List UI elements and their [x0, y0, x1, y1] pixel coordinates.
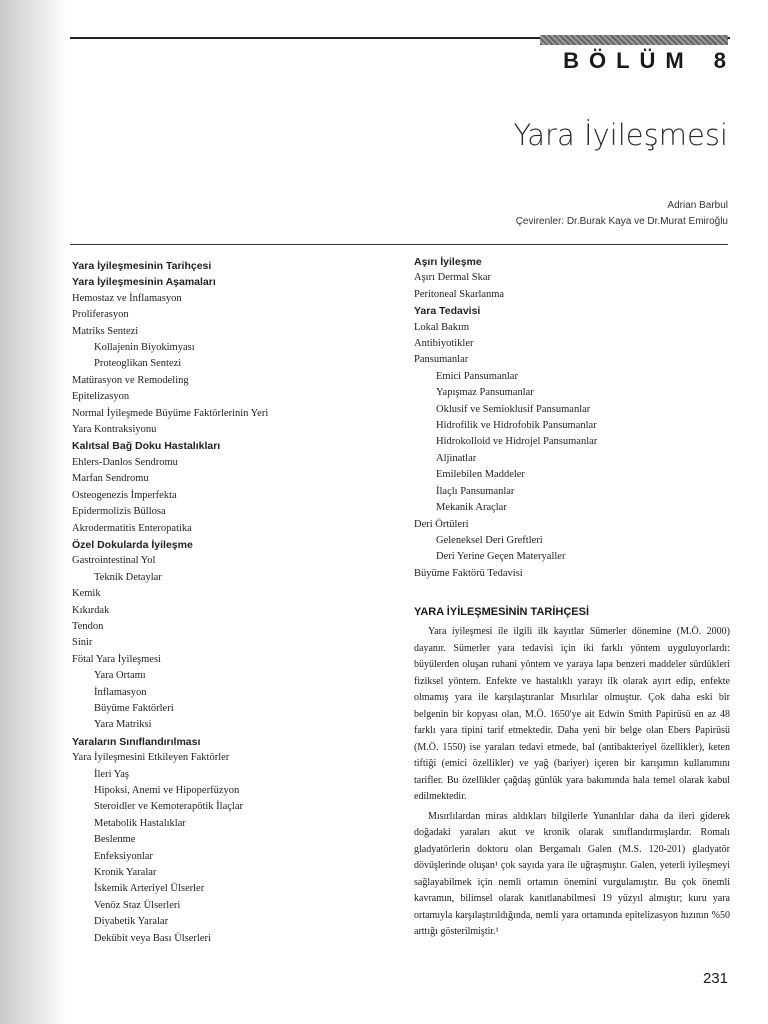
toc-item: Büyüme Faktörü Tedavisi	[414, 567, 523, 579]
toc-item: Büyüme Faktörleri	[94, 702, 174, 714]
toc-item: Geleneksel Deri Greftleri	[436, 534, 543, 546]
toc-item: Yara Matriksi	[94, 719, 152, 731]
toc-item: Hidrofilik ve Hidrofobik Pansumanlar	[436, 420, 597, 432]
toc-heading: Aşırı İyileşme	[414, 256, 482, 268]
toc-item: Yara Ortamı	[94, 670, 146, 682]
contents-rule	[70, 244, 728, 245]
toc-item: Lokal Bakım	[414, 321, 470, 333]
toc-item: Metabolik Hastalıklar	[94, 817, 186, 829]
toc-item: Normal İyileşmede Büyüme Faktörlerinin Yeri	[72, 407, 269, 419]
toc-item: Tendon	[72, 620, 104, 632]
toc-item: Akrodermatitis Enteropatika	[72, 522, 192, 534]
toc-left-column	[72, 258, 392, 947]
chapter-label: BÖLÜM	[563, 48, 694, 73]
toc-item: Dekübit veya Bası Ülserleri	[94, 932, 211, 944]
toc-item: Steroidler ve Kemoterapötik İlaçlar	[94, 801, 243, 813]
toc-item: Pansumanlar	[414, 354, 469, 366]
toc-item: Teknik Detaylar	[94, 571, 162, 583]
toc-item: Matürasyon ve Remodeling	[72, 374, 189, 386]
toc-heading: Yara İyileşmesinin Tarihçesi	[72, 260, 212, 272]
toc-item: Osteogenezis İmperfekta	[72, 489, 177, 501]
toc-item: Hipoksi, Anemi ve Hipoperfüzyon	[94, 785, 240, 796]
toc-item: Aljinatlar	[436, 452, 477, 464]
toc-item: Hemostaz ve İnflamasyon	[72, 292, 182, 304]
toc-item: Gastrointestinal Yol	[72, 555, 156, 567]
page-spine-shadow	[0, 0, 68, 1024]
chapter-band	[540, 35, 728, 45]
toc-item: Peritoneal Skarlanma	[414, 288, 505, 300]
toc-item: Antibiyotikler	[414, 338, 474, 350]
toc-item: Sinir	[72, 637, 93, 649]
toc-item: Mekanik Araçlar	[436, 502, 507, 514]
author-name: Adrian Barbul	[667, 200, 728, 211]
translators: Çevirenler: Dr.Burak Kaya ve Dr.Murat Emiroğlu	[515, 216, 728, 227]
page-title: Yara İyileşmesi	[513, 118, 728, 152]
toc-item: Deri Örtüleri	[414, 518, 469, 530]
toc-item: Epitelizasyon	[72, 391, 130, 403]
chapter-heading	[563, 48, 726, 74]
section-heading: YARA İYİLEŞMESİNİN TARİHÇESİ	[414, 606, 590, 618]
toc-heading: Yaraların Sınıflandırılması	[72, 735, 201, 748]
toc-item: Deri Yerine Geçen Materyaller	[436, 551, 566, 563]
toc-heading: Yara Tedavisi	[414, 305, 481, 318]
toc-item: Epidermolizis Büllosa	[72, 506, 166, 518]
toc-item: Venöz Staz Ülserleri	[94, 899, 181, 911]
toc-heading: Kalıtsal Bağ Doku Hastalıkları	[72, 440, 221, 453]
toc-heading: Özel Dokularda İyileşme	[72, 538, 193, 551]
toc-item: Proteoglikan Sentezi	[94, 358, 182, 370]
toc-item: Enfeksiyonlar	[94, 850, 153, 862]
toc-item: İlaçlı Pansumanlar	[436, 485, 515, 497]
author-block	[516, 198, 728, 230]
toc-item: Yara İyileşmesini Etkileyen Faktörler	[72, 752, 230, 764]
toc-item: Kollajenin Biyokimyası	[94, 342, 195, 354]
toc-right-column	[414, 254, 734, 582]
toc-item: Aşırı Dermal Skar	[414, 272, 491, 284]
toc-item: Diyabetik Yaralar	[94, 916, 169, 928]
section-paragraph: Yara iyileşmesi ile ilgili ilk kayıtlar Sümerler dönemine (M.Ö. 2000) dayanır. Sümerler yara tedavisi için iki farklı yöntem uyguluyorlardı: büyülerden oluşan ruhani yöntem ve yaraya lapa benzeri maddeler sürdükleri fiziksel yöntem. Enfekte ve hastalıklı yarayı ilk olarak ayırt edip, enfekte olmamış yara ile karşılaştıranlar Mısırlılar olmuştur. Çok daha eski bir belgenin bir kopyası olan, M.Ö. 1650'ye ait Edwin Smith Papirüsü en az 48 farklı yara tipini tarif etmektedir. Daha yeni bir belge olan Ebers Papirüsü (M.Ö. 1550) ise yaraları tedavi etmede, bal (antibakteriyel özellikler), keten tiftiği (emici özellikler) ve yağ (bariyer) içeren bir karışımın kullanımını tarifler. Bu özellikler çağdaş günlük yara bakımında hala temel olarak kabul edilmektedir.	[414, 626, 730, 802]
toc-item: Fötal Yara İyileşmesi	[72, 653, 161, 665]
page-number: 231	[702, 970, 728, 987]
toc-item: Oklusif ve Semioklusif Pansumanlar	[436, 403, 591, 415]
toc-item: Kronik Yaralar	[94, 867, 157, 879]
toc-item: Emici Pansumanlar	[436, 370, 518, 382]
toc-item: Ehlers-Danlos Sendromu	[72, 456, 178, 468]
toc-item: Emilebilen Maddeler	[436, 469, 525, 481]
toc-item: İnflamasyon	[94, 686, 147, 698]
chapter-number: 8	[713, 48, 726, 73]
toc-item: İskemik Arteriyel Ülserler	[94, 883, 205, 895]
toc-heading: Yara İyileşmesinin Aşamaları	[72, 276, 216, 289]
toc-item: Yara Kontraksiyonu	[72, 424, 157, 436]
toc-item: Kemik	[72, 588, 101, 600]
section-paragraph: Mısırlılardan miras aldıkları bilgilerle Yunanlılar daha da ileri giderek doğadaki yaraları akut ve kronik olarak sınıflandırmışlardır. Romalı gladyatörlerin doktoru olan Bergamalı Galen (M.S. 120-201) gladyatör dövüşlerinde oluşan¹ çok sayıda yara ile uğraşmıştır. Galen, yeterli iyileşmeyi sağlayabilmek için nemli ortamın önemini vurgulamıştır. Bu çok önemli kavramın, bilimsel olarak kanıtlanabilmesi 19 yüzyıl almıştır; kuru yara ortamıyla karşılaştırıldığında, nemli yara ortamında epitelizasyon hızının %50 arttığı gösterilmiştir.¹	[414, 810, 730, 937]
toc-item: Marfan Sendromu	[72, 473, 149, 485]
toc-item: Yapışmaz Pansumanlar	[436, 387, 534, 399]
toc-item: Kıkırdak	[72, 604, 110, 616]
history-section	[414, 606, 730, 944]
toc-item: Matriks Sentezi	[72, 325, 139, 337]
toc-item: İleri Yaş	[94, 768, 130, 780]
toc-item: Beslenme	[94, 834, 136, 846]
toc-item: Hidrokolloid ve Hidrojel Pansumanlar	[436, 436, 598, 448]
toc-item: Proliferasyon	[72, 309, 129, 321]
